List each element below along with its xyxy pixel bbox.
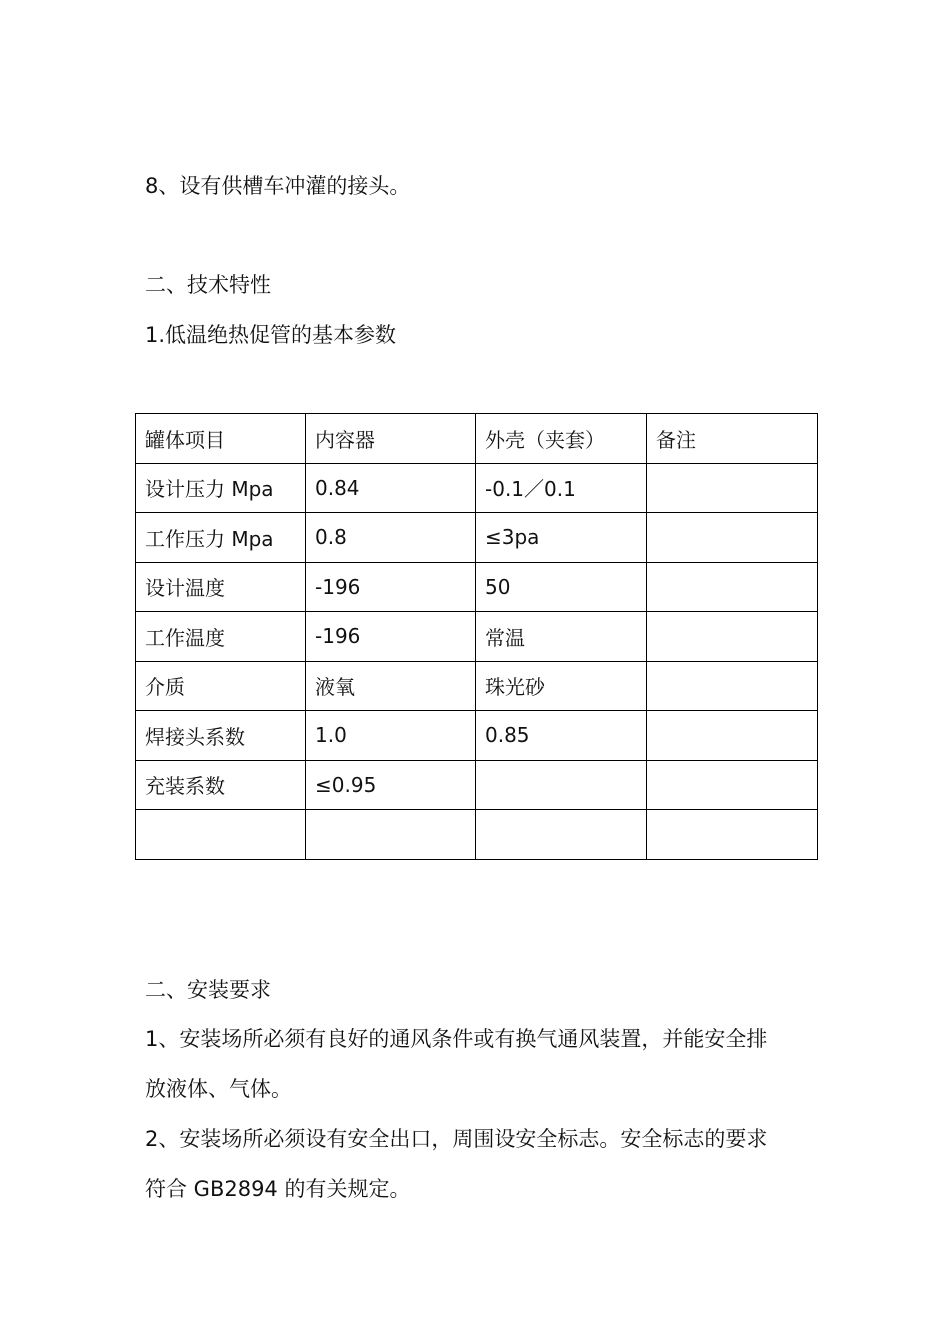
table-cell [647, 562, 818, 612]
table-cell: 充装系数 [136, 760, 306, 810]
table-cell: -196 [306, 562, 476, 612]
subsection-heading-params: 1.低温绝热促管的基本参数 [145, 323, 397, 347]
table-row [136, 513, 818, 563]
table-cell [136, 810, 306, 860]
table-row [136, 463, 818, 513]
install-item-1-line-1: 1、安装场所必须有良好的通风条件或有换气通风装置，并能安全排 [145, 1027, 768, 1051]
table-cell: -0.1／0.1 [476, 463, 647, 513]
table-cell [476, 810, 647, 860]
table-cell: 0.8 [306, 513, 476, 563]
table-cell: 介质 [136, 661, 306, 711]
section-heading-install: 二、安装要求 [145, 978, 271, 1002]
table-cell: 设计温度 [136, 562, 306, 612]
table-cell: ≤0.95 [306, 760, 476, 810]
table-row [136, 760, 818, 810]
table-header-cell: 罐体项目 [136, 414, 306, 464]
table-cell: 50 [476, 562, 647, 612]
table-cell [306, 810, 476, 860]
table-cell: 工作温度 [136, 612, 306, 662]
item-8-text: 8、设有供槽车冲灌的接头。 [145, 174, 411, 198]
section-heading-tech: 二、技术特性 [145, 273, 271, 297]
parameters-table [135, 413, 818, 860]
table-cell: -196 [306, 612, 476, 662]
table-cell: 液氧 [306, 661, 476, 711]
table-row [136, 661, 818, 711]
table-cell: 焊接头系数 [136, 711, 306, 761]
table-cell: 工作压力 Mpa [136, 513, 306, 563]
table-cell [647, 760, 818, 810]
table-cell: 0.84 [306, 463, 476, 513]
table-header-row [136, 414, 818, 464]
table-cell: 设计压力 Mpa [136, 463, 306, 513]
install-item-2-line-2: 符合 GB2894 的有关规定。 [145, 1177, 411, 1201]
table-cell [647, 810, 818, 860]
table-cell [647, 711, 818, 761]
table-cell [647, 661, 818, 711]
install-item-2-line-1: 2、安装场所必须设有安全出口，周围设安全标志。安全标志的要求 [145, 1127, 768, 1151]
table-header-cell: 备注 [647, 414, 818, 464]
table-cell [647, 463, 818, 513]
table-cell: 常温 [476, 612, 647, 662]
install-item-1-line-2: 放液体、气体。 [145, 1077, 292, 1101]
table-row [136, 711, 818, 761]
table-cell: ≤3pa [476, 513, 647, 563]
table-row [136, 612, 818, 662]
table-row [136, 810, 818, 860]
table-row [136, 562, 818, 612]
table-cell [647, 612, 818, 662]
table-cell [476, 760, 647, 810]
table-cell: 1.0 [306, 711, 476, 761]
table-header-cell: 内容器 [306, 414, 476, 464]
table-cell: 珠光砂 [476, 661, 647, 711]
table-cell [647, 513, 818, 563]
table-cell: 0.85 [476, 711, 647, 761]
table-header-cell: 外壳（夹套） [476, 414, 647, 464]
